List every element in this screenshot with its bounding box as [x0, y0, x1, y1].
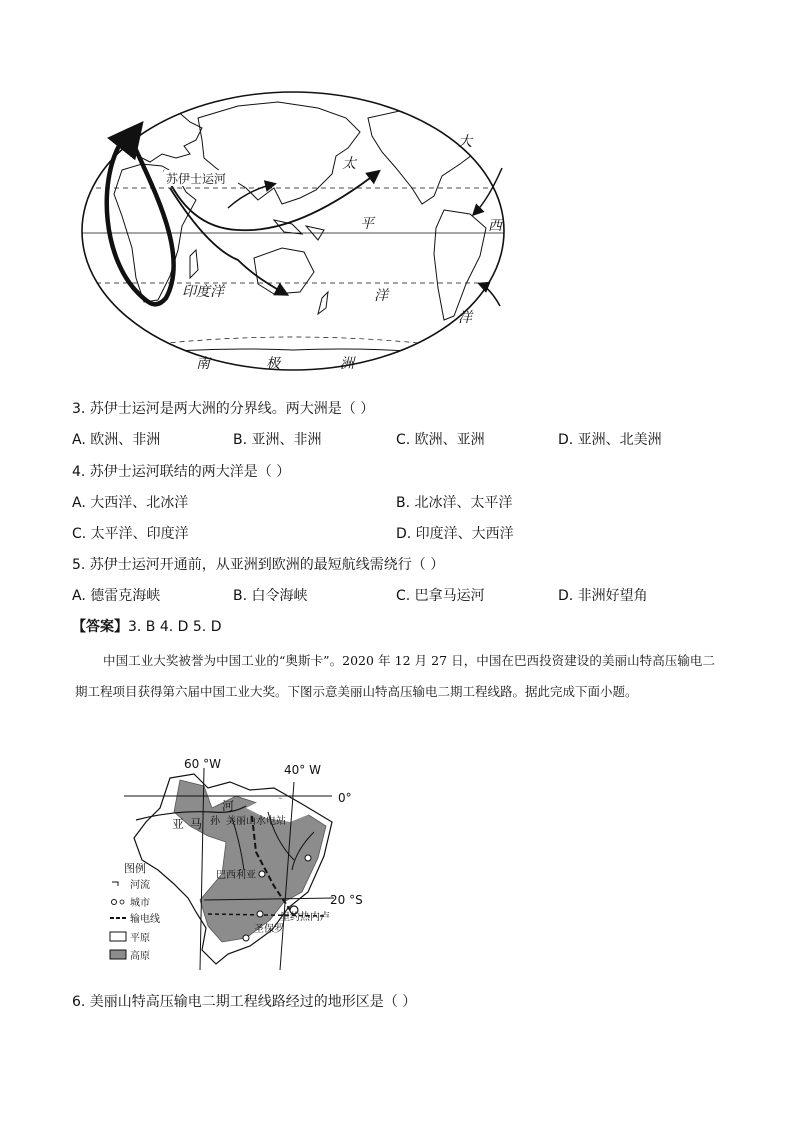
question-5-option-a[interactable]: A. 德雷克海峡 [72, 588, 161, 604]
ocean-label-tai: 太 [342, 156, 356, 172]
label-ya: 亚 [172, 817, 185, 831]
answer-label: 【答案】 [72, 619, 128, 635]
ocean-label-yang: 洋 [374, 288, 388, 304]
question-5-option-d[interactable]: D. 非洲好望角 [558, 588, 648, 604]
label-rio: 里约热内卢 [280, 912, 330, 923]
legend-title: 图例 [124, 862, 146, 875]
question-4-option-a[interactable]: A. 大西洋、北冰洋 [72, 495, 189, 511]
label-40w: 40° W [284, 763, 321, 777]
question-4-option-b[interactable]: B. 北冰洋、太平洋 [396, 495, 513, 511]
brazil-map [104, 752, 372, 972]
question-4-stem: 4. 苏伊士运河联结的两大洋是（ ） [72, 464, 291, 480]
suez-label: 苏伊士运河 [166, 172, 227, 186]
answer-items: 3. B 4. D 5. D [128, 619, 222, 635]
antarctica-label-nan: 南 [196, 356, 210, 372]
intro-paragraph: 中国工业大奖被誉为中国工业的“奥斯卡”。2020 年 12 月 27 日，中国在巴西投资建设的美丽山特高压输电二期工程项目获得第六届中国工业大奖。下图示意美丽山特高压输电二期工程线路。据此完成下面小题。 [75, 653, 715, 699]
question-3-option-b[interactable]: B. 亚洲、非洲 [233, 432, 322, 448]
question-5-option-b[interactable]: B. 白令海峡 [233, 588, 308, 604]
answer-line [72, 617, 222, 637]
label-ma: 马 [190, 817, 203, 831]
ocean-label-yang2: 洋 [458, 310, 472, 326]
legend-plain: 平原 [130, 933, 150, 944]
question-4-option-c[interactable]: C. 太平洋、印度洋 [72, 526, 189, 542]
world-map [78, 88, 508, 378]
label-station: 美丽山水电站 [226, 816, 286, 827]
label-60w: 60 °W [184, 757, 221, 771]
question-3-option-a[interactable]: A. 欧洲、非洲 [72, 432, 161, 448]
ocean-label-ping: 平 [360, 216, 374, 232]
map-frame [82, 92, 504, 370]
ocean-label-indian: 印度洋 [182, 284, 224, 300]
label-sun: 孙 [210, 816, 220, 827]
question-3-stem: 3. 苏伊士运河是两大洲的分界线。两大洲是（ ） [72, 401, 375, 417]
question-6-stem: 6. 美丽山特高压输电二期工程线路经过的地形区是（ ） [72, 994, 417, 1010]
question-5-stem: 5. 苏伊士运河开通前，从亚洲到欧洲的最短航线需绕行（ ） [72, 557, 445, 573]
antarctica-label-zhou: 洲 [340, 356, 354, 372]
legend-city: 城市 [130, 898, 150, 909]
question-3-option-c[interactable]: C. 欧洲、亚洲 [396, 432, 485, 448]
question-4-option-d[interactable]: D. 印度洋、大西洋 [396, 526, 514, 542]
ocean-label-da: 大 [458, 134, 472, 150]
label-20s: 20 °S [330, 893, 363, 907]
label-brasilia: 巴西利亚 [216, 870, 256, 881]
legend-river: 河流 [130, 880, 150, 891]
question-5-option-c[interactable]: C. 巴拿马运河 [396, 588, 485, 604]
ocean-label-xi: 西 [488, 218, 502, 234]
legend-line: 输电线 [130, 914, 160, 925]
question-3-option-d[interactable]: D. 亚洲、北美洲 [558, 432, 662, 448]
legend-plateau: 高原 [130, 951, 150, 962]
label-he: 河 [222, 799, 235, 813]
label-0: 0° [338, 791, 352, 805]
antarctica-label-ji: 极 [266, 356, 280, 372]
city-brasilia [259, 871, 265, 877]
city-saopaulo [243, 935, 249, 941]
label-saopaulo: 圣保罗 [254, 924, 284, 935]
